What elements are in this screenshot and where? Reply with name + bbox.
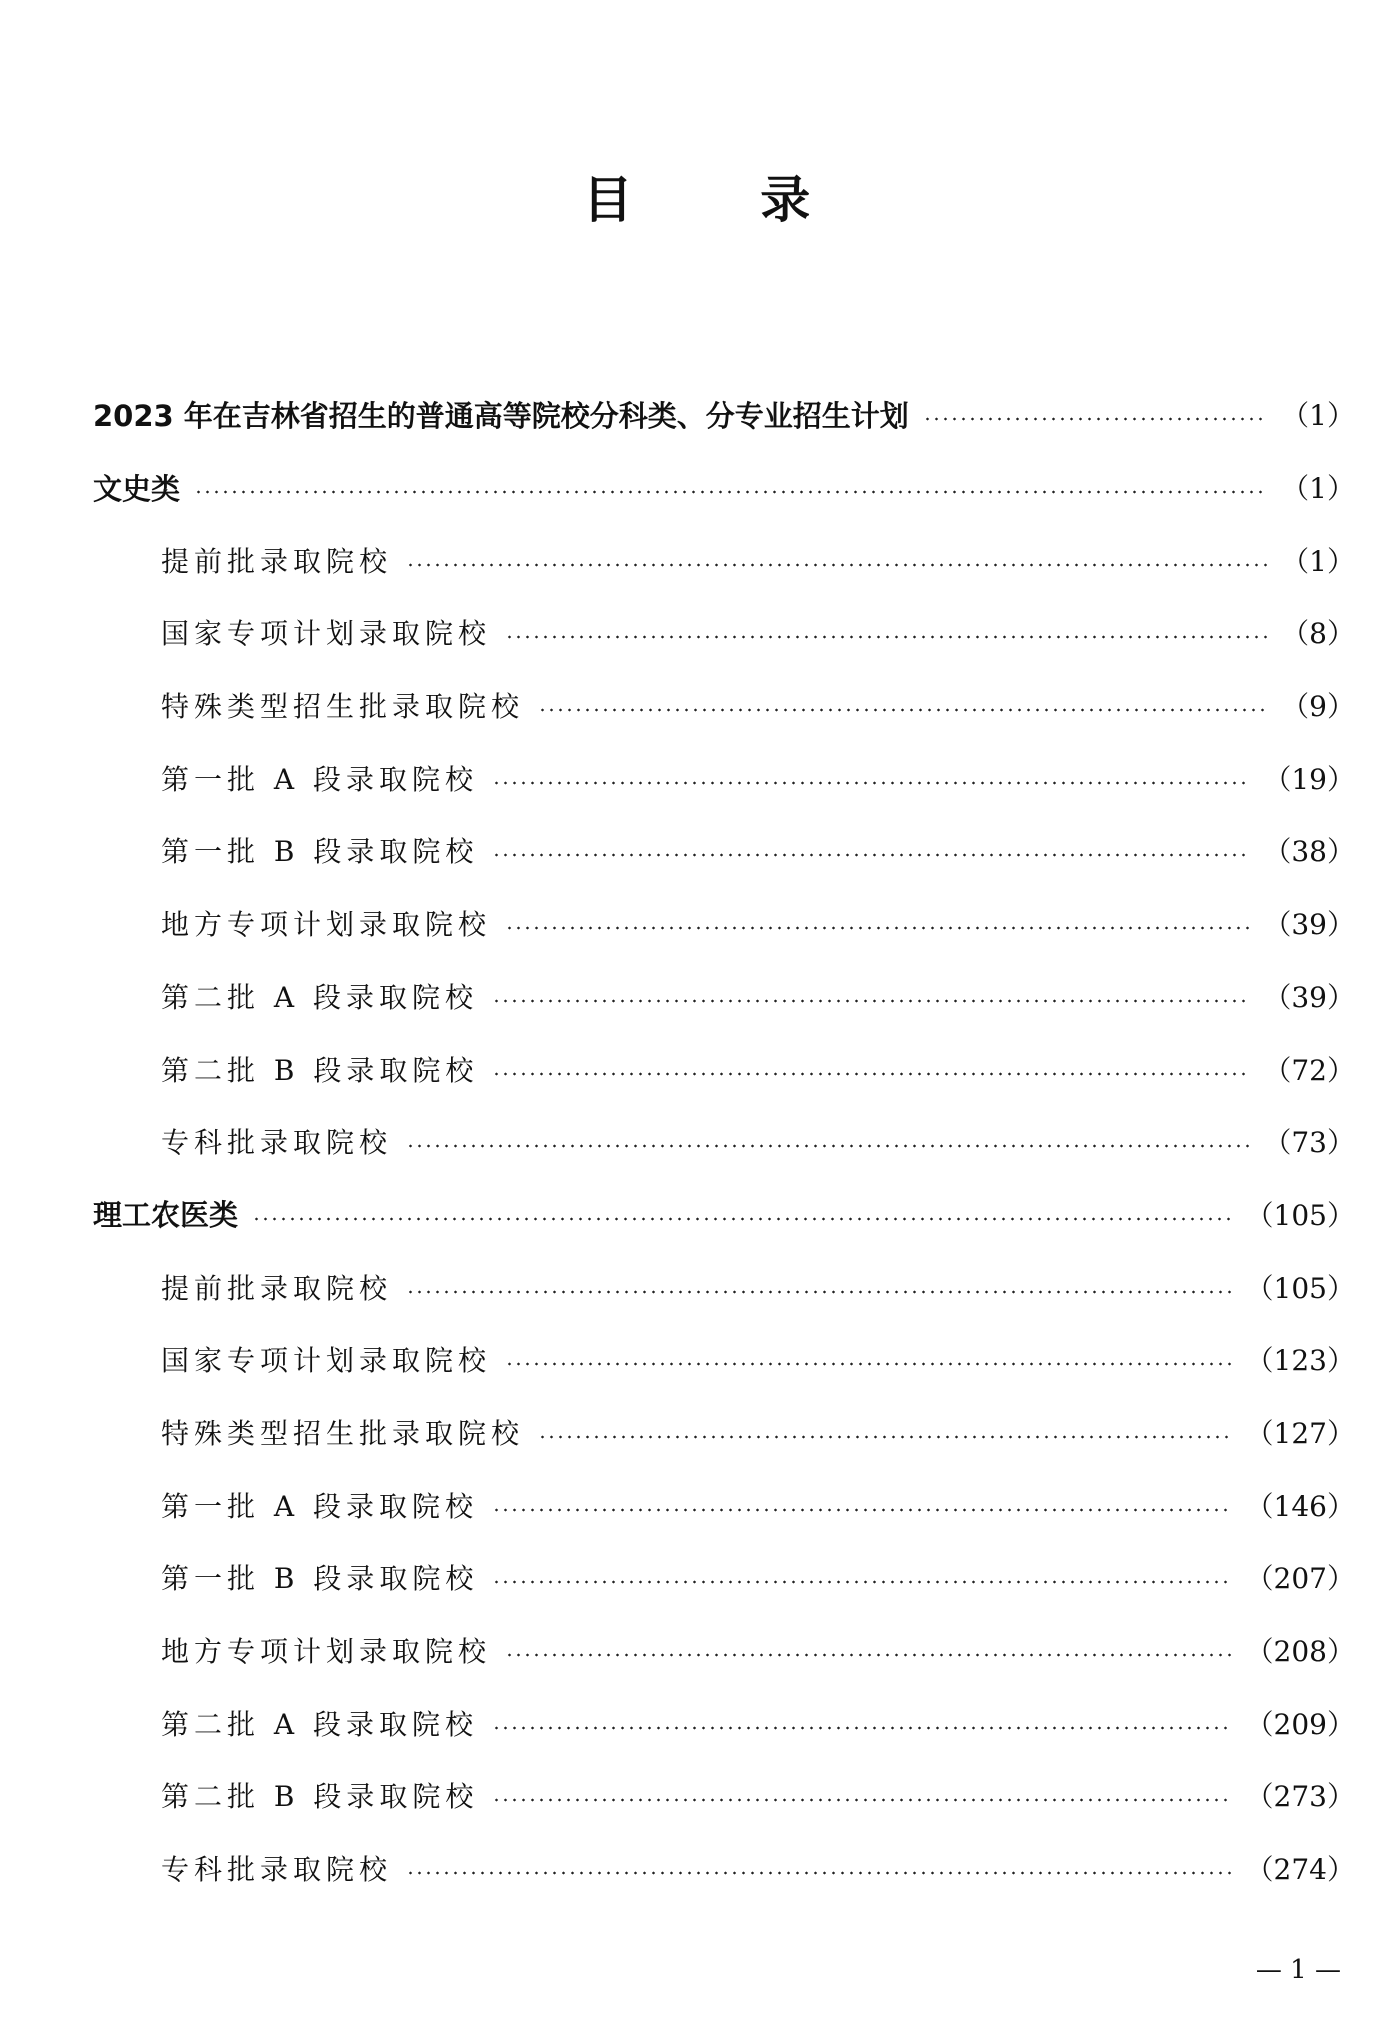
toc-entry-page: （39） [1263, 980, 1355, 1014]
toc-entry[interactable] [93, 1759, 1355, 1832]
toc-entry-label: 第一批 B 段录取院校 [161, 835, 479, 869]
dot-leader [406, 1290, 1232, 1294]
toc-entry-label: 第二批 A 段录取院校 [161, 980, 479, 1014]
dot-leader [492, 1798, 1231, 1802]
dot-leader [505, 1362, 1232, 1366]
toc-entry[interactable] [93, 523, 1355, 596]
toc-entry-page: （19） [1263, 762, 1355, 796]
toc-entry[interactable] [93, 1105, 1355, 1178]
dot-leader [923, 417, 1267, 421]
dot-leader [406, 1871, 1232, 1875]
toc-entry-label: 文史类 [93, 471, 181, 506]
toc-entry-page: （274） [1245, 1853, 1355, 1887]
toc-entry-page: （38） [1263, 835, 1355, 869]
toc-entry-label: 地方专项计划录取院校 [161, 908, 492, 942]
toc-entry-page: （105） [1245, 1198, 1355, 1232]
toc-entry-label: 特殊类型招生批录取院校 [161, 690, 525, 724]
toc-entry-page: （207） [1245, 1562, 1355, 1596]
dot-leader [505, 1653, 1232, 1657]
toc-entry-page: （146） [1245, 1489, 1355, 1523]
toc-entry-page: （123） [1245, 1344, 1355, 1378]
dot-leader [505, 926, 1249, 930]
page-number: — 1 — [1255, 1955, 1341, 1985]
toc-entry-page: （9） [1281, 690, 1355, 724]
page-title: 目 录 [582, 171, 866, 229]
toc-entry-label: 专科批录取院校 [161, 1853, 393, 1887]
toc-entry[interactable] [93, 1832, 1355, 1905]
toc-entry-page: （39） [1263, 908, 1355, 942]
dot-leader [505, 635, 1267, 639]
toc-entry[interactable] [93, 1396, 1355, 1469]
dot-leader [406, 1144, 1249, 1148]
toc-entry[interactable] [93, 741, 1355, 814]
dot-leader [492, 1508, 1232, 1512]
toc-entry-label: 提前批录取院校 [161, 1271, 393, 1305]
toc-entry[interactable] [93, 1686, 1355, 1759]
toc-entry-label: 2023 年在吉林省招生的普通高等院校分科类、分专业招生计划 [93, 398, 909, 433]
toc-entry[interactable] [93, 669, 1355, 742]
toc-entry-label: 提前批录取院校 [161, 544, 393, 578]
toc-entry-page: （105） [1245, 1271, 1355, 1305]
toc-entry[interactable] [93, 1541, 1355, 1614]
toc-entry-label: 特殊类型招生批录取院校 [161, 1416, 525, 1450]
toc-entry[interactable] [93, 1178, 1355, 1251]
toc-entry[interactable] [93, 596, 1355, 669]
toc-entry[interactable] [93, 451, 1355, 524]
toc-entry-label: 第一批 A 段录取院校 [161, 762, 479, 796]
toc-entry-label: 第一批 A 段录取院校 [161, 1489, 479, 1523]
toc-entry[interactable] [93, 887, 1355, 960]
toc-entry-page: （208） [1245, 1635, 1355, 1669]
dot-leader [406, 563, 1267, 567]
toc-entry-label: 第一批 B 段录取院校 [161, 1562, 479, 1596]
table-of-contents [93, 378, 1355, 1904]
toc-entry-page: （273） [1245, 1780, 1355, 1814]
dot-leader [252, 1217, 1232, 1221]
toc-entry-label: 地方专项计划录取院校 [161, 1635, 492, 1669]
toc-entry-label: 国家专项计划录取院校 [161, 617, 492, 651]
toc-entry-label: 第二批 A 段录取院校 [161, 1707, 479, 1741]
toc-entry[interactable] [93, 1032, 1355, 1105]
toc-entry[interactable] [93, 378, 1355, 451]
toc-entry[interactable] [93, 960, 1355, 1033]
toc-entry-page: （209） [1245, 1707, 1355, 1741]
dot-leader [538, 1435, 1232, 1439]
toc-entry-page: （73） [1263, 1126, 1355, 1160]
toc-entry[interactable] [93, 1468, 1355, 1541]
dot-leader [492, 1726, 1232, 1730]
toc-entry-label: 国家专项计划录取院校 [161, 1344, 492, 1378]
dot-leader [492, 999, 1249, 1003]
toc-entry-label: 专科批录取院校 [161, 1126, 393, 1160]
toc-entry-page: （72） [1263, 1053, 1355, 1087]
toc-entry-label: 理工农医类 [93, 1198, 239, 1233]
toc-entry-label: 第二批 B 段录取院校 [161, 1053, 479, 1087]
dot-leader [492, 1580, 1231, 1584]
toc-entry-page: （1） [1281, 544, 1355, 578]
dot-leader [492, 781, 1249, 785]
toc-entry-page: （1） [1281, 472, 1355, 506]
toc-entry-page: （127） [1245, 1416, 1355, 1450]
dot-leader [492, 1072, 1249, 1076]
dot-leader [194, 490, 1267, 494]
toc-entry-label: 第二批 B 段录取院校 [161, 1780, 479, 1814]
toc-entry[interactable] [93, 1323, 1355, 1396]
toc-entry-page: （1） [1281, 399, 1355, 433]
toc-entry-page: （8） [1281, 617, 1355, 651]
toc-entry[interactable] [93, 1250, 1355, 1323]
toc-entry[interactable] [93, 814, 1355, 887]
dot-leader [492, 853, 1249, 857]
dot-leader [538, 708, 1267, 712]
toc-entry[interactable] [93, 1614, 1355, 1687]
